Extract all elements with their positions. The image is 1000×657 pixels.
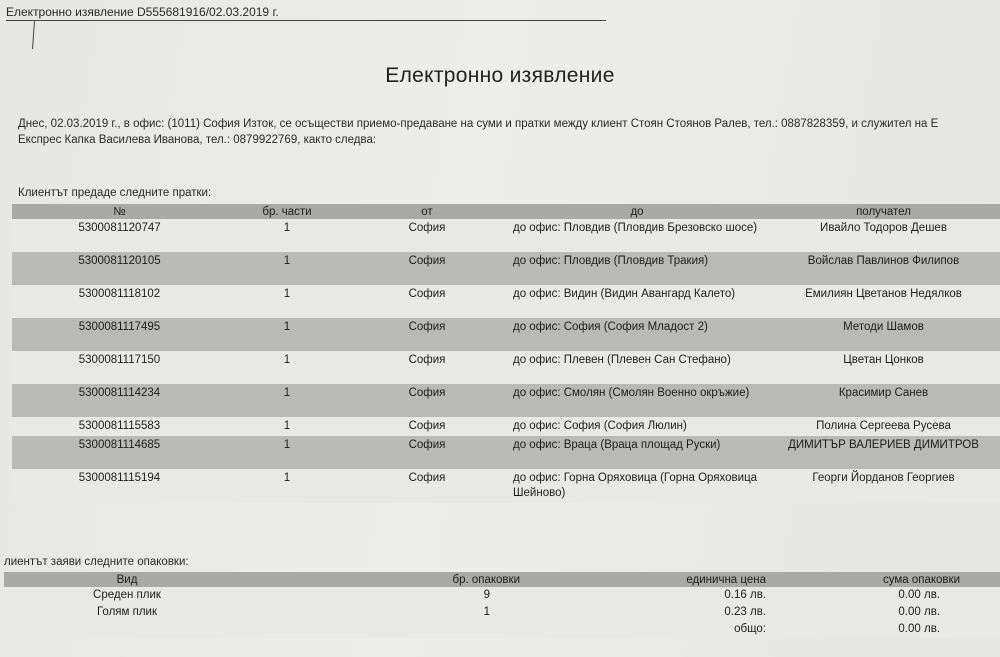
shipment-from: София (347, 252, 507, 285)
intro-line-2: Експрес Капка Василева Иванова, тел.: 0879922769, както следва: (18, 134, 377, 146)
packaging-row (4, 587, 1000, 604)
col-header-pack-count: бр. опаковки (250, 572, 550, 587)
shipment-number: 5300081115194 (12, 469, 227, 503)
col-header-from: от (347, 204, 507, 219)
shipment-row (12, 417, 1000, 436)
packaging-total-value: 0.00 лв. (770, 621, 1000, 638)
col-header-recipient: получател (767, 204, 1000, 219)
shipment-from: София (347, 417, 507, 436)
shipment-parts: 1 (227, 436, 347, 469)
shipment-parts: 1 (227, 469, 347, 503)
shipment-number: 5300081117495 (12, 318, 227, 351)
packaging-total-label: общо: (550, 621, 770, 638)
shipment-recipient: Войслав Павлинов Филипов (767, 252, 1000, 285)
header-rule (6, 20, 606, 21)
shipment-row (12, 252, 1000, 285)
shipment-row (12, 318, 1000, 351)
shipment-number: 5300081118102 (12, 285, 227, 318)
shipment-from: София (347, 384, 507, 417)
col-header-unit-price: единична цена (550, 572, 770, 587)
shipment-row (12, 351, 1000, 384)
intro-paragraph (18, 116, 998, 148)
shipment-from: София (347, 318, 507, 351)
shipment-recipient: ДИМИТЪР ВАЛЕРИЕВ ДИМИТРОВ (767, 436, 1000, 469)
shipment-number: 5300081114685 (12, 436, 227, 469)
col-header-parts: бр. части (227, 204, 347, 219)
shipment-from: София (347, 469, 507, 503)
packaging-unit-price: 0.23 лв. (550, 604, 770, 621)
packaging-header-row (4, 572, 1000, 587)
shipment-recipient: Емилиян Цветанов Недялков (767, 285, 1000, 318)
header-tick-mark (32, 21, 35, 49)
document-reference: Електронно изявление D555681916/02.03.2019 г. (6, 5, 279, 19)
intro-line-1: Днес, 02.03.2019 г., в офис: (1011) София Изток, се осъществи приемо-предаване на суми и пратки между клиент Стоян Стоянов Ралев, тел.: 0887828359, и служител на Е (18, 118, 939, 130)
packaging-total-row (4, 621, 1000, 638)
shipment-from: София (347, 219, 507, 252)
shipment-from: София (347, 436, 507, 469)
shipment-recipient: Ивайло Тодоров Дешев (767, 219, 1000, 252)
packaging-label: лиентът заяви следните опаковки: (4, 556, 189, 568)
packaging-sum: 0.00 лв. (770, 604, 1000, 621)
shipments-label: Клиентът предаде следните пратки: (18, 187, 212, 199)
shipment-recipient: Красимир Санев (767, 384, 1000, 417)
packaging-type: Среден плик (4, 587, 250, 604)
shipment-to: до офис: Смолян (Смолян Военно окръжие) (507, 384, 767, 417)
shipment-to: до офис: Враца (Враца площад Руски) (507, 436, 767, 469)
shipment-recipient: Георги Йорданов Георгиев (767, 469, 1000, 503)
shipment-number: 5300081114234 (12, 384, 227, 417)
shipment-to: до офис: Пловдив (Пловдив Тракия) (507, 252, 767, 285)
col-header-to: до (507, 204, 767, 219)
col-header-pack-sum: сума опаковки (770, 572, 1000, 587)
shipment-number: 5300081120105 (12, 252, 227, 285)
packaging-type: Голям плик (4, 604, 250, 621)
packaging-sum: 0.00 лв. (770, 587, 1000, 604)
shipment-recipient: Цветан Цонков (767, 351, 1000, 384)
packaging-row (4, 604, 1000, 621)
shipment-parts: 1 (227, 219, 347, 252)
shipments-table (12, 204, 1000, 503)
shipment-from: София (347, 285, 507, 318)
shipment-recipient: Методи Шамов (767, 318, 1000, 351)
shipment-parts: 1 (227, 384, 347, 417)
shipment-row (12, 436, 1000, 469)
document-title: Електронно изявление (385, 64, 615, 87)
packaging-table (4, 572, 1000, 638)
shipment-row (12, 219, 1000, 252)
shipment-to: до офис: Горна Оряховица (Горна Оряховица Шейново) (507, 469, 767, 503)
shipment-to: до офис: Пловдив (Пловдив Брезовско шосе) (507, 219, 767, 252)
shipment-number: 5300081117150 (12, 351, 227, 384)
packaging-unit-price: 0.16 лв. (550, 587, 770, 604)
col-header-number: № (12, 204, 227, 219)
shipment-parts: 1 (227, 252, 347, 285)
col-header-type: Вид (4, 572, 250, 587)
shipments-header-row (12, 204, 1000, 219)
shipment-row (12, 469, 1000, 503)
shipment-from: София (347, 351, 507, 384)
shipment-number: 5300081115583 (12, 417, 227, 436)
shipment-to: до офис: София (София Младост 2) (507, 318, 767, 351)
shipment-to: до офис: Видин (Видин Авангард Калето) (507, 285, 767, 318)
shipment-to: до офис: Плевен (Плевен Сан Стефано) (507, 351, 767, 384)
packaging-count: 1 (250, 604, 550, 621)
shipment-parts: 1 (227, 351, 347, 384)
shipment-to: до офис: София (София Люлин) (507, 417, 767, 436)
shipment-recipient: Полина Сергеева Русева (767, 417, 1000, 436)
shipment-parts: 1 (227, 285, 347, 318)
shipment-parts: 1 (227, 318, 347, 351)
shipment-row (12, 384, 1000, 417)
shipment-row (12, 285, 1000, 318)
shipment-number: 5300081120747 (12, 219, 227, 252)
packaging-count: 9 (250, 587, 550, 604)
shipment-parts: 1 (227, 417, 347, 436)
